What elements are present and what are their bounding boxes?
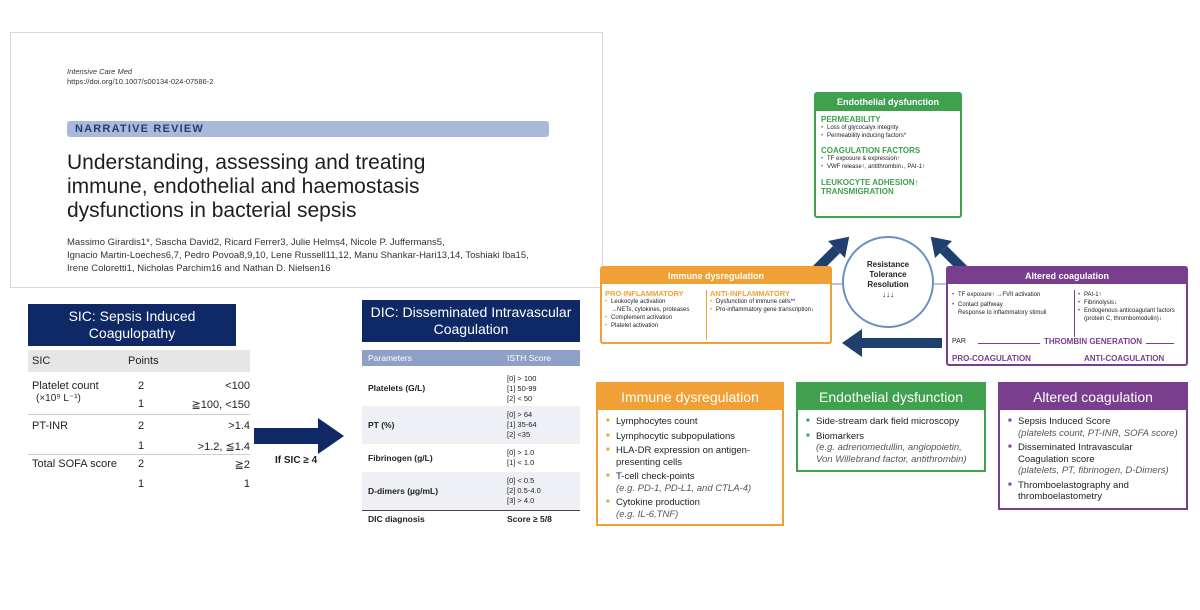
- section-title: ANTI-INFLAMMATORY: [710, 289, 790, 298]
- list-item: • Complement activation: [605, 314, 705, 322]
- dic-score-line: [1] 35-64: [507, 420, 537, 429]
- section-bar: [67, 121, 549, 137]
- sic-value: ≧2: [234, 459, 250, 471]
- section-title: PRO-INFLAMMATORY: [605, 289, 684, 298]
- list-item: • TF exposure↑ →FVII activation: [952, 291, 1070, 299]
- circle-line: Resistance: [866, 260, 910, 269]
- item-text: Sepsis Induced Score: [1018, 416, 1111, 427]
- dic-score-line: [2] <35: [507, 430, 531, 439]
- table-row: [362, 370, 580, 406]
- dic-score-line: [1] 50-99: [507, 384, 537, 393]
- arrow-left-icon: [862, 338, 942, 348]
- altered-coagulation-box: [946, 266, 1188, 366]
- list-item: [1008, 480, 1180, 503]
- dic-diagnosis-row: [362, 510, 580, 526]
- arrow-condition-label: If SIC ≥ 4: [275, 455, 318, 466]
- list-item: [1008, 442, 1180, 477]
- sic-points: 2: [138, 420, 145, 432]
- immune-dysregulation-box: [600, 266, 832, 344]
- dic-diagnosis-value: Score ≥ 5/8: [507, 514, 552, 524]
- down-arrows-icon: ↓↓↓: [882, 290, 894, 299]
- sic-points: 2: [138, 458, 145, 470]
- list-item: [606, 497, 776, 520]
- list-item: • Endogenous anticoagulant factors: [1078, 307, 1186, 315]
- coagulation-assessment-box: [998, 382, 1188, 510]
- divider: [28, 414, 250, 415]
- section-label: NARRATIVE REVIEW: [75, 123, 205, 135]
- dic-score-line: [0] > 100: [507, 374, 537, 383]
- anti-coagulation-label: ANTI-COAGULATION: [1084, 354, 1165, 363]
- sic-points: 1: [138, 478, 145, 490]
- sic-col-label: SIC: [32, 355, 51, 367]
- dic-column-header: [362, 350, 580, 366]
- immune-assessment-box: [596, 382, 784, 526]
- sic-value: >1.4: [228, 420, 250, 432]
- item-text: Thromboelastography and thromboelastometry: [1018, 479, 1129, 502]
- sic-title-line: SIC: Sepsis Induced: [68, 308, 196, 324]
- pro-coagulation-column: [952, 291, 1070, 317]
- anti-inflammatory-column: [710, 289, 832, 314]
- sic-title: [28, 304, 236, 346]
- endothelial-assessment-box: [796, 382, 986, 472]
- table-row: [362, 406, 580, 444]
- dic-title-line: DIC: Disseminated Intravascular: [370, 304, 572, 320]
- item-text: HLA-DR expression on antigen-presenting cells: [616, 445, 751, 468]
- item-text: Biomarkers: [816, 430, 865, 442]
- list-item: [606, 416, 776, 428]
- author-line: Irene Coloretti1, Nicholas Parchim16 and Nathan D. Nielsen16: [67, 263, 331, 274]
- sic-row-label: Platelet count: [32, 380, 99, 392]
- circle-line: Tolerance: [869, 270, 907, 279]
- dic-param: PT (%): [368, 420, 395, 430]
- box-title: Endothelial dysfunction: [816, 94, 960, 111]
- pro-inflammatory-column: [605, 289, 705, 330]
- list-item: • Fibrinolysis↓: [1078, 299, 1186, 307]
- box-title: Altered coagulation: [948, 268, 1186, 284]
- dic-param: D-dimers (µg/mL): [368, 486, 439, 496]
- list-item: • Loss of glycocalyx integrity: [821, 124, 955, 132]
- dic-score-line: [0] < 0.5: [507, 476, 535, 485]
- list-item: • Pro-inflammatory gene transcription↓: [710, 306, 832, 314]
- dic-score-line: [1] < 1.0: [507, 458, 535, 467]
- box-title: Immune dysregulation: [602, 268, 830, 284]
- dic-title: [362, 300, 580, 342]
- sic-row-label: Total SOFA score: [32, 458, 117, 470]
- sic-value: <100: [225, 380, 250, 392]
- item-text: Disseminated Intravascular Coagulation score: [1018, 442, 1133, 465]
- divider: [1074, 290, 1075, 338]
- table-row: [362, 472, 580, 510]
- sic-value: 1: [243, 478, 250, 490]
- list-item: • TF exposure & expression↑: [821, 155, 955, 163]
- journal-name: Intensive Care Med: [67, 67, 133, 76]
- sic-points: 1: [138, 440, 145, 452]
- sic-column-header: [28, 350, 250, 372]
- list-item: [606, 445, 776, 468]
- sic-title-line: Coagulopathy: [88, 325, 176, 341]
- list-item: • Leukocyte activation: [605, 298, 705, 306]
- item-note: (platelets, PT, fibrinogen, D-Dimers): [1018, 465, 1169, 476]
- dic-param: Fibrinogen (g/L): [368, 453, 433, 463]
- sic-row-label: PT-INR: [32, 420, 69, 432]
- dic-title-line: Coagulation: [433, 321, 509, 337]
- list-item: • Platelet activation: [605, 322, 705, 330]
- title-line: dysfunctions in bacterial sepsis: [67, 199, 357, 222]
- doi-link[interactable]: https://doi.org/10.1007/s00134-024-07586-2: [67, 77, 214, 86]
- list-item: Response to inflammatory stimuli: [958, 310, 1047, 316]
- dic-score-line: [2] 0.5-4.0: [507, 486, 541, 495]
- list-item: • Contact pathway: [952, 301, 1070, 309]
- arrow-right-icon: [254, 418, 346, 454]
- table-row: [362, 444, 580, 472]
- dic-score-line: [0] > 64: [507, 410, 533, 419]
- sic-row-sub: (×10⁹ L⁻¹): [36, 393, 81, 404]
- item-text: T-cell check-points: [616, 471, 695, 482]
- dic-score-line: [0] > 1.0: [507, 448, 535, 457]
- paper-title: [67, 151, 587, 223]
- author-list: [67, 236, 547, 275]
- dic-col-score: ISTH Score: [507, 353, 551, 363]
- dic-scores: [507, 410, 537, 440]
- anti-coagulation-column: [1078, 291, 1186, 323]
- item-note: (e.g. PD-1, PD-L1, and CTLA-4): [616, 482, 752, 494]
- sic-points: 2: [138, 380, 145, 392]
- par-label: PAR: [952, 338, 966, 345]
- list-item: [606, 431, 776, 443]
- list-item: (protein C, thrombomodulin)↓: [1084, 316, 1162, 322]
- section-title: LEUKOCYTE ADHESION↑: [821, 178, 919, 187]
- list-item: • Permeability inducing factors*: [821, 132, 955, 140]
- dic-diagnosis-label: DIC diagnosis: [368, 514, 425, 524]
- box-title: Altered coagulation: [1000, 384, 1186, 410]
- dic-score-line: [3] > 4.0: [507, 496, 535, 505]
- list-item: [806, 416, 978, 428]
- resolution-circle: [842, 236, 934, 328]
- item-text: Lymphocytic subpopulations: [616, 430, 735, 442]
- dic-score-line: [2] < 50: [507, 394, 533, 403]
- item-text: Cytokine production: [616, 497, 700, 508]
- list-item: [806, 431, 978, 466]
- list-item: [1008, 416, 1180, 439]
- endothelial-dysfunction-box: [814, 92, 962, 218]
- circle-line: Resolution: [867, 280, 909, 289]
- thrombin-label: THROMBIN GENERATION: [1040, 337, 1146, 346]
- divider: [706, 290, 707, 340]
- author-line: Massimo Girardis1*, Sascha David2, Ricard Ferrer3, Julie Helms4, Nicole P. Juffermans5,: [67, 237, 445, 248]
- sic-value: ≧100, <150: [191, 399, 250, 411]
- section-title: TRANSMIGRATION: [821, 187, 894, 196]
- section-title: COAGULATION FACTORS: [821, 146, 921, 155]
- pro-coagulation-label: PRO-COAGULATION: [952, 354, 1031, 363]
- dic-param: Platelets (G/L): [368, 383, 426, 393]
- dic-scores: [507, 448, 534, 468]
- list-item: • PAI-1↑: [1078, 291, 1186, 299]
- dic-scores: [507, 476, 541, 506]
- list-item: • VWF release↑, antithrombin↓, PAI-1↑: [821, 163, 955, 171]
- title-line: immune, endothelial and haemostasis: [67, 175, 420, 198]
- sic-points: 1: [138, 398, 145, 410]
- item-note: (platelets count, PT-INR, SOFA score): [1018, 427, 1178, 439]
- sic-col-points: Points: [128, 355, 159, 367]
- sic-value: >1.2, ≦1.4: [197, 441, 250, 453]
- box-title: Endothelial dysfunction: [798, 384, 984, 410]
- list-item: [606, 471, 776, 494]
- divider: [28, 454, 250, 455]
- list-item: →NETs, cytokines, proteases: [611, 307, 690, 313]
- box-title: Immune dysregulation: [598, 384, 782, 410]
- author-line: Ignacio Martin-Loeches6,7, Pedro Povoa8,9,10, Lene Russell11,12, Manu Shankar-Hari13,14, Toshiaki Iba15,: [67, 250, 529, 261]
- dic-scores: [507, 374, 537, 404]
- item-text: Side-stream dark field microscopy: [816, 416, 960, 427]
- section-title: PERMEABILITY: [821, 115, 881, 124]
- list-item: • Dysfunction of immune cells**: [710, 298, 832, 306]
- paper-header: [10, 32, 603, 288]
- item-note: (e.g. adrenomedullin, angiopoietin, Von Willebrand factor, antithrombin): [816, 442, 967, 465]
- item-note: (e.g. IL-6,TNF): [616, 508, 679, 520]
- title-line: Understanding, assessing and treating: [67, 151, 426, 174]
- dic-col-params: Parameters: [368, 353, 412, 363]
- item-text: Lymphocytes count: [616, 416, 698, 427]
